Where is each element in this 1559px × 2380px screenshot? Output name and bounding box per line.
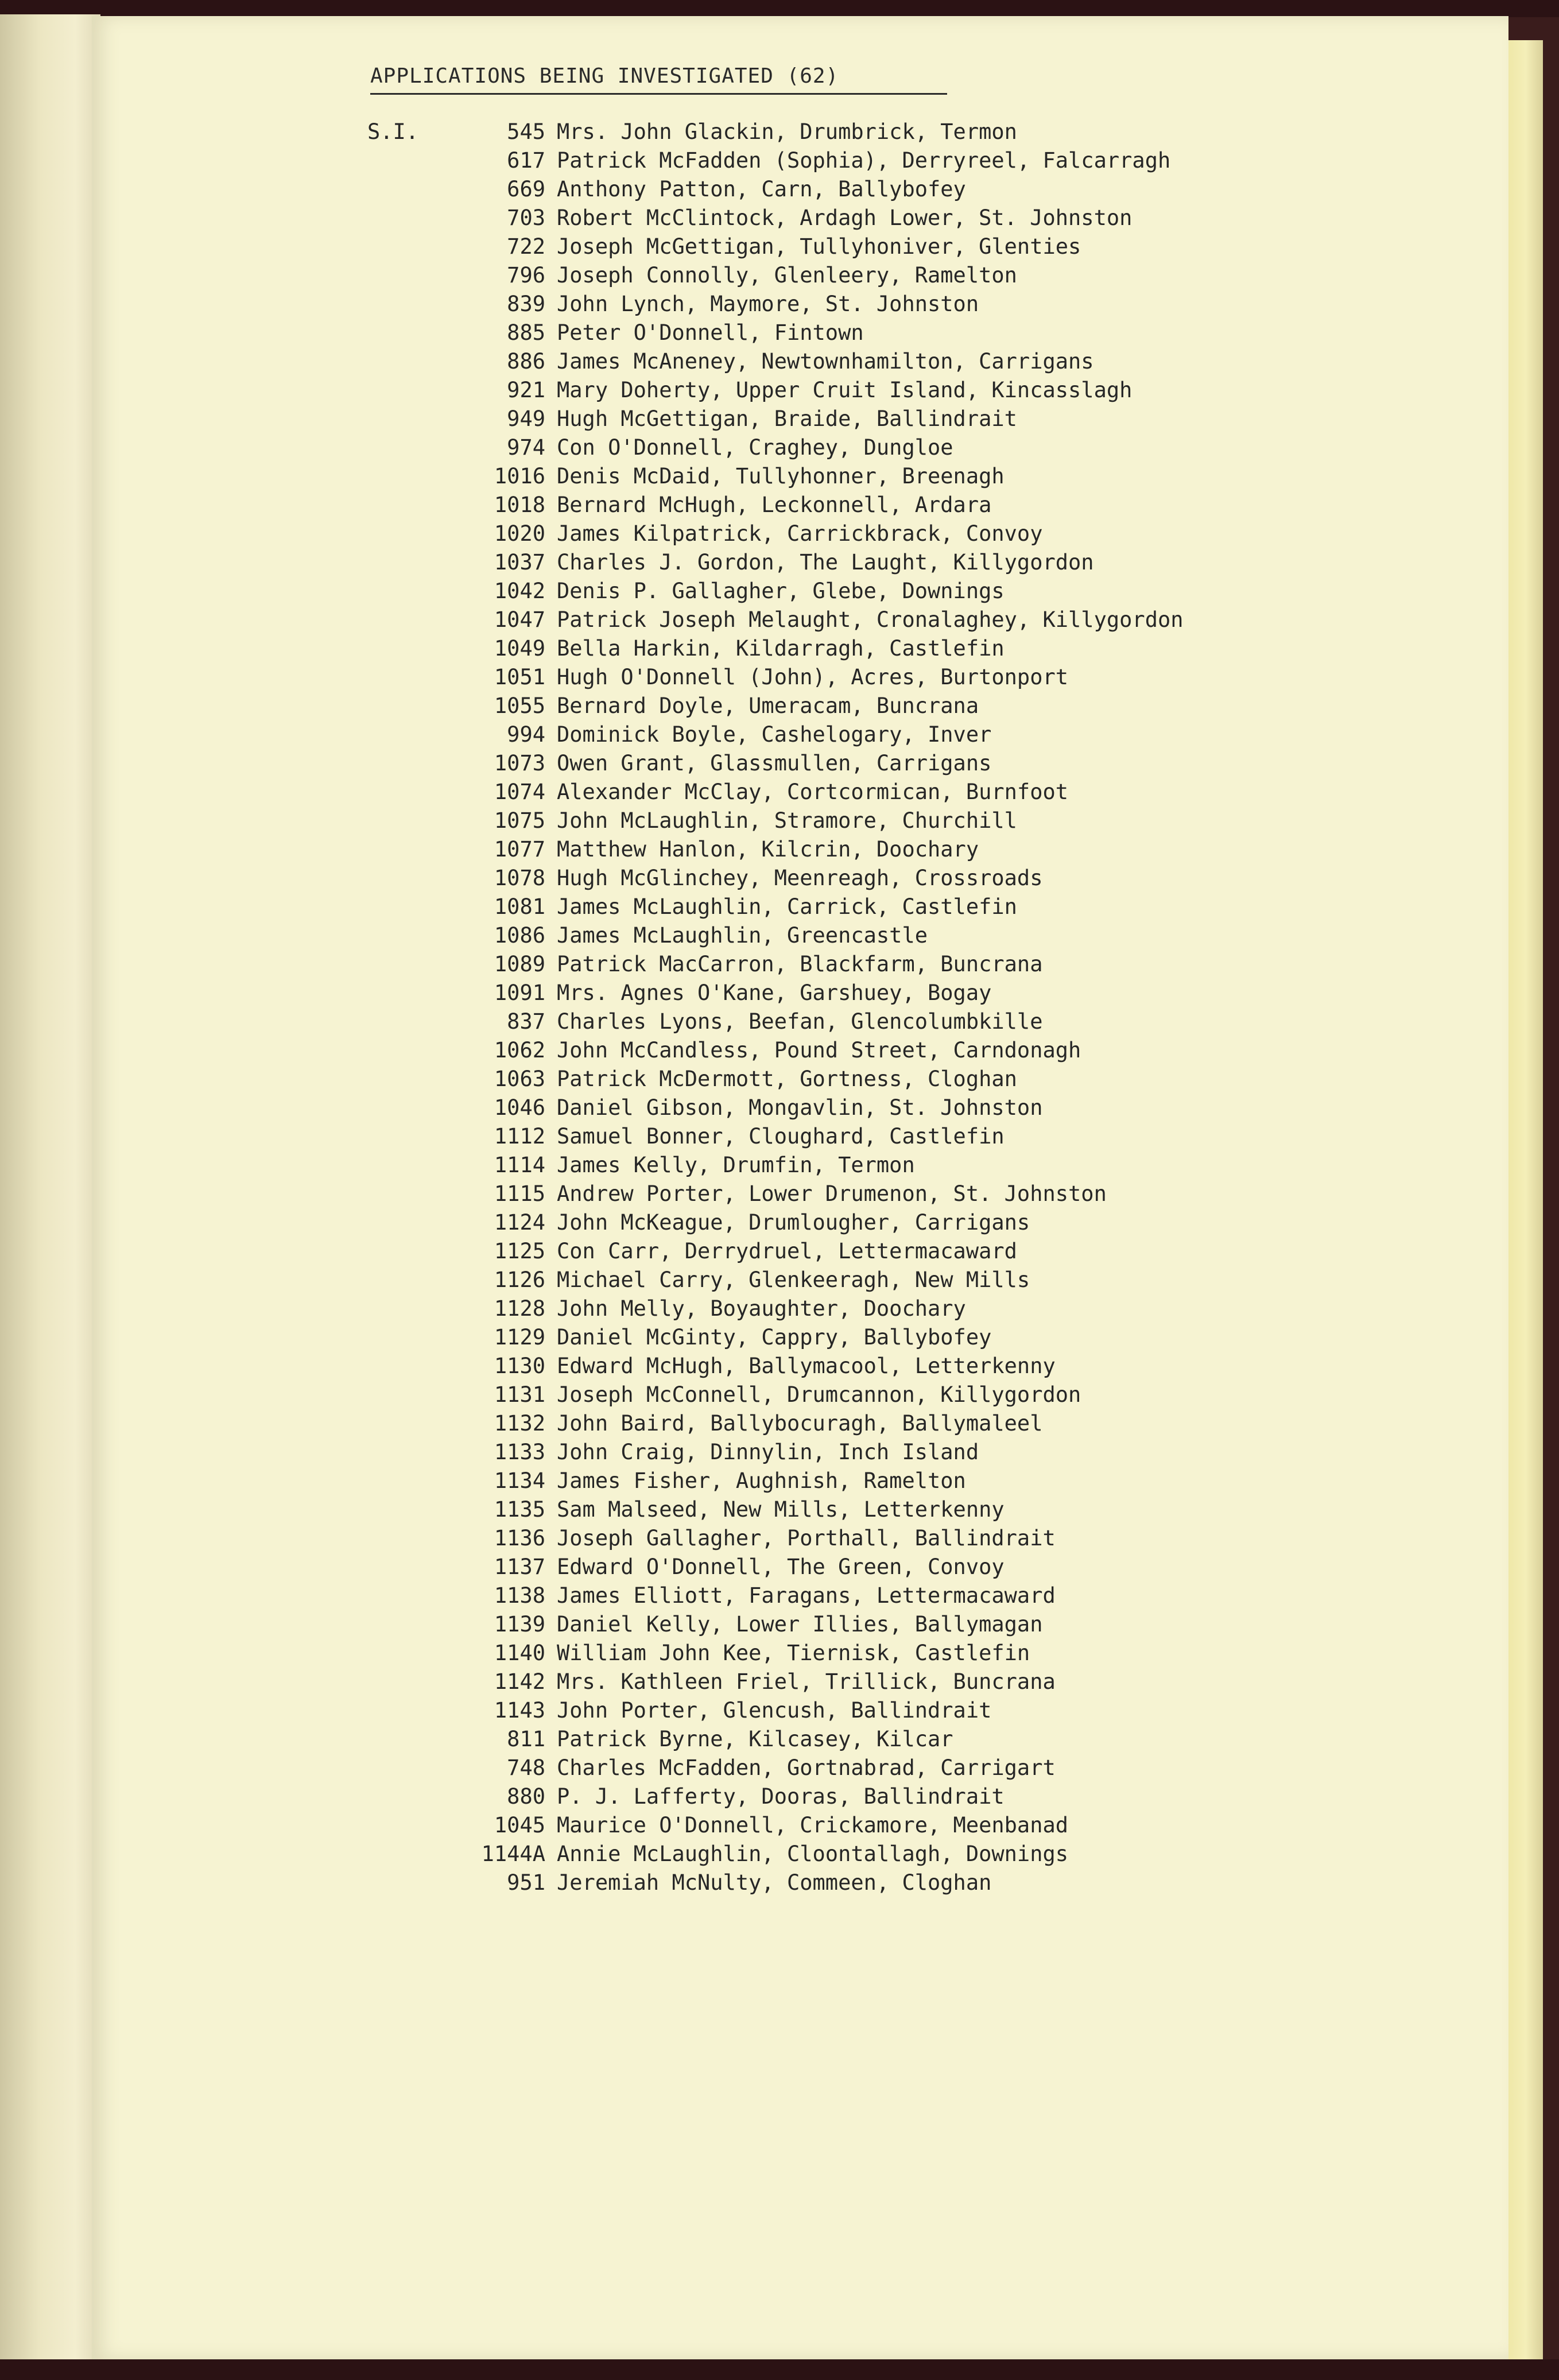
list-item bbox=[367, 1782, 1263, 1811]
list-item bbox=[367, 1553, 1263, 1582]
application-number: 951 bbox=[507, 1870, 545, 1895]
list-item bbox=[367, 1065, 1263, 1094]
list-item bbox=[367, 261, 1263, 290]
applicant-entry: Denis P. Gallagher, Glebe, Downings bbox=[557, 579, 1005, 603]
list-item bbox=[367, 1610, 1263, 1639]
applicant-entry: Patrick McFadden (Sophia), Derryreel, Falcarragh bbox=[557, 148, 1171, 173]
applicant-entry: James McAneney, Newtownhamilton, Carrigans bbox=[557, 349, 1094, 374]
application-number: 1081 bbox=[494, 894, 545, 919]
list-item bbox=[367, 778, 1263, 807]
list-item bbox=[367, 1438, 1263, 1467]
application-number: 1074 bbox=[494, 780, 545, 804]
applicant-entry: Robert McClintock, Ardagh Lower, St. Johnston bbox=[557, 206, 1133, 230]
list-item bbox=[367, 1237, 1263, 1266]
applicant-entry: Peter O'Donnell, Fintown bbox=[557, 320, 864, 345]
list-item bbox=[367, 979, 1263, 1007]
applicant-entry: Mary Doherty, Upper Cruit Island, Kincasslagh bbox=[557, 378, 1133, 402]
applicant-entry: Daniel Kelly, Lower Illies, Ballymagan bbox=[557, 1612, 1043, 1637]
list-item bbox=[367, 232, 1263, 261]
list-item bbox=[367, 405, 1263, 433]
applicant-entry: Bernard McHugh, Leckonnell, Ardara bbox=[557, 493, 992, 517]
list-item bbox=[367, 1524, 1263, 1553]
applicant-entry: William John Kee, Tiernisk, Castlefin bbox=[557, 1641, 1030, 1665]
list-item bbox=[367, 118, 1263, 146]
application-number: 1143 bbox=[494, 1698, 545, 1723]
application-number: 1089 bbox=[494, 952, 545, 976]
application-number: 886 bbox=[507, 349, 545, 374]
applicant-entry: John Melly, Boyaughter, Doochary bbox=[557, 1296, 966, 1321]
list-item bbox=[367, 1036, 1263, 1065]
applicant-entry: Con O'Donnell, Craghey, Dungloe bbox=[557, 435, 953, 460]
application-number: 921 bbox=[507, 378, 545, 402]
header-underline bbox=[370, 93, 947, 95]
applicant-entry: Mrs. John Glackin, Drumbrick, Termon bbox=[557, 119, 1017, 144]
list-item bbox=[367, 1696, 1263, 1725]
applicant-entry: Annie McLaughlin, Cloontallagh, Downings bbox=[557, 1842, 1069, 1866]
applicant-entry: John McCandless, Pound Street, Carndonagh bbox=[557, 1038, 1081, 1063]
list-item bbox=[367, 1180, 1263, 1208]
page-header bbox=[370, 64, 839, 88]
application-number: 1132 bbox=[494, 1411, 545, 1436]
list-item bbox=[367, 319, 1263, 347]
applications-list bbox=[367, 118, 1263, 1897]
application-number: 1063 bbox=[494, 1067, 545, 1091]
application-number: 1140 bbox=[494, 1641, 545, 1665]
application-number: 1138 bbox=[494, 1583, 545, 1608]
applicant-entry: Anthony Patton, Carn, Ballybofey bbox=[557, 177, 966, 201]
application-number: 1049 bbox=[494, 636, 545, 661]
list-item bbox=[367, 462, 1263, 491]
page-stack-edge bbox=[1508, 40, 1543, 2362]
applicant-entry: John McKeague, Drumlougher, Carrigans bbox=[557, 1210, 1030, 1235]
applicant-entry: Denis McDaid, Tullyhonner, Breenagh bbox=[557, 464, 1005, 489]
application-number: 1115 bbox=[494, 1181, 545, 1206]
applicant-entry: Joseph McConnell, Drumcannon, Killygordon bbox=[557, 1382, 1081, 1407]
list-item bbox=[367, 175, 1263, 204]
list-item bbox=[367, 491, 1263, 520]
scan-top-edge bbox=[0, 0, 1559, 17]
application-number: 1114 bbox=[494, 1153, 545, 1177]
applicant-entry: Mrs. Agnes O'Kane, Garshuey, Bogay bbox=[557, 980, 992, 1005]
list-item bbox=[367, 634, 1263, 663]
applicant-entry: P. J. Lafferty, Dooras, Ballindrait bbox=[557, 1784, 1005, 1809]
applicant-entry: James McLaughlin, Carrick, Castlefin bbox=[557, 894, 1017, 919]
application-number: 796 bbox=[507, 263, 545, 288]
list-item bbox=[367, 1639, 1263, 1668]
applicant-entry: Bernard Doyle, Umeracam, Buncrana bbox=[557, 693, 979, 718]
list-item bbox=[367, 1122, 1263, 1151]
applicant-entry: Hugh McGlinchey, Meenreagh, Crossroads bbox=[557, 866, 1043, 890]
application-number: 1136 bbox=[494, 1526, 545, 1551]
list-item bbox=[367, 1725, 1263, 1754]
application-number: 1042 bbox=[494, 579, 545, 603]
book-binding bbox=[0, 14, 100, 2359]
list-item bbox=[367, 1811, 1263, 1840]
application-number: 880 bbox=[507, 1784, 545, 1809]
application-number: 1130 bbox=[494, 1354, 545, 1378]
list-item bbox=[367, 864, 1263, 893]
list-item bbox=[367, 1582, 1263, 1610]
applicant-entry: Samuel Bonner, Cloughard, Castlefin bbox=[557, 1124, 1005, 1149]
list-item bbox=[367, 1323, 1263, 1352]
applicant-entry: Edward O'Donnell, The Green, Convoy bbox=[557, 1555, 1005, 1579]
application-number: 1129 bbox=[494, 1325, 545, 1350]
list-item bbox=[367, 1467, 1263, 1495]
applicant-entry: Alexander McClay, Cortcormican, Burnfoot bbox=[557, 780, 1069, 804]
application-number: 1016 bbox=[494, 464, 545, 489]
application-number: 949 bbox=[507, 406, 545, 431]
list-item bbox=[367, 1409, 1263, 1438]
application-number: 1046 bbox=[494, 1095, 545, 1120]
list-item bbox=[367, 204, 1263, 232]
applicant-entry: John Baird, Ballybocuragh, Ballymaleel bbox=[557, 1411, 1043, 1436]
list-item bbox=[367, 577, 1263, 606]
application-number: 1124 bbox=[494, 1210, 545, 1235]
application-number: 1020 bbox=[494, 521, 545, 546]
applicant-entry: James McLaughlin, Greencastle bbox=[557, 923, 928, 948]
applicant-entry: Edward McHugh, Ballymacool, Letterkenny bbox=[557, 1354, 1056, 1378]
application-number: 837 bbox=[507, 1009, 545, 1034]
application-number: 1045 bbox=[494, 1813, 545, 1838]
applicant-entry: Sam Malseed, New Mills, Letterkenny bbox=[557, 1497, 1005, 1522]
list-item bbox=[367, 606, 1263, 634]
application-number: 1142 bbox=[494, 1669, 545, 1694]
application-number: 885 bbox=[507, 320, 545, 345]
applicant-entry: Charles J. Gordon, The Laught, Killygordon bbox=[557, 550, 1094, 575]
application-number: 703 bbox=[507, 206, 545, 230]
applicant-entry: Patrick Byrne, Kilcasey, Kilcar bbox=[557, 1727, 953, 1751]
application-number: 1073 bbox=[494, 751, 545, 776]
application-number: 1086 bbox=[494, 923, 545, 948]
list-item bbox=[367, 950, 1263, 979]
applicant-entry: John McLaughlin, Stramore, Churchill bbox=[557, 808, 1017, 833]
application-number: 1128 bbox=[494, 1296, 545, 1321]
applicant-entry: Jeremiah McNulty, Commeen, Cloghan bbox=[557, 1870, 992, 1895]
list-item bbox=[367, 1151, 1263, 1180]
application-number: 1133 bbox=[494, 1440, 545, 1464]
application-number: 1078 bbox=[494, 866, 545, 890]
applicant-entry: Michael Carry, Glenkeeragh, New Mills bbox=[557, 1267, 1030, 1292]
application-number: 1051 bbox=[494, 665, 545, 689]
application-number: 1135 bbox=[494, 1497, 545, 1522]
applicant-entry: John Lynch, Maymore, St. Johnston bbox=[557, 292, 979, 316]
list-item bbox=[367, 1754, 1263, 1782]
application-number: 1077 bbox=[494, 837, 545, 862]
application-number: 1134 bbox=[494, 1468, 545, 1493]
list-item bbox=[367, 835, 1263, 864]
list-item bbox=[367, 1208, 1263, 1237]
application-number: 1018 bbox=[494, 493, 545, 517]
application-number: 748 bbox=[507, 1755, 545, 1780]
list-item bbox=[367, 1294, 1263, 1323]
application-number: 1112 bbox=[494, 1124, 545, 1149]
application-number: 1131 bbox=[494, 1382, 545, 1407]
list-item bbox=[367, 1668, 1263, 1696]
application-number: 839 bbox=[507, 292, 545, 316]
page-header-text: APPLICATIONS BEING INVESTIGATED (62) bbox=[370, 64, 839, 88]
applicant-entry: Patrick Joseph Melaught, Cronalaghey, Killygordon bbox=[557, 607, 1184, 632]
list-item bbox=[367, 1007, 1263, 1036]
application-number: 1126 bbox=[494, 1267, 545, 1292]
applicant-entry: Owen Grant, Glassmullen, Carrigans bbox=[557, 751, 992, 776]
application-number: 1037 bbox=[494, 550, 545, 575]
list-item bbox=[367, 1869, 1263, 1897]
application-number: 974 bbox=[507, 435, 545, 460]
series-prefix: S.I. bbox=[367, 119, 419, 144]
application-number: 545 bbox=[507, 119, 545, 144]
list-item bbox=[367, 1094, 1263, 1122]
applicant-entry: James Fisher, Aughnish, Ramelton bbox=[557, 1468, 966, 1493]
application-number: 1062 bbox=[494, 1038, 545, 1063]
applicant-entry: Dominick Boyle, Cashelogary, Inver bbox=[557, 722, 992, 747]
applicant-entry: Charles McFadden, Gortnabrad, Carrigart bbox=[557, 1755, 1056, 1780]
list-item bbox=[367, 1840, 1263, 1869]
application-number: 1055 bbox=[494, 693, 545, 718]
applicant-entry: John Porter, Glencush, Ballindrait bbox=[557, 1698, 992, 1723]
applicant-entry: Mrs. Kathleen Friel, Trillick, Buncrana bbox=[557, 1669, 1056, 1694]
applicant-entry: James Kelly, Drumfin, Termon bbox=[557, 1153, 915, 1177]
applicant-entry: Hugh McGettigan, Braide, Ballindrait bbox=[557, 406, 1017, 431]
applicant-entry: Con Carr, Derrydruel, Lettermacaward bbox=[557, 1239, 1017, 1263]
applicant-entry: Bella Harkin, Kildarragh, Castlefin bbox=[557, 636, 1005, 661]
list-item bbox=[367, 146, 1263, 175]
applicant-entry: Andrew Porter, Lower Drumenon, St. Johnston bbox=[557, 1181, 1107, 1206]
list-item bbox=[367, 749, 1263, 778]
list-item bbox=[367, 290, 1263, 319]
applicant-entry: Charles Lyons, Beefan, Glencolumbkille bbox=[557, 1009, 1043, 1034]
application-number: 1125 bbox=[494, 1239, 545, 1263]
applicant-entry: Patrick McDermott, Gortness, Cloghan bbox=[557, 1067, 1017, 1091]
applicant-entry: John Craig, Dinnylin, Inch Island bbox=[557, 1440, 979, 1464]
application-number: 994 bbox=[507, 722, 545, 747]
list-item bbox=[367, 1495, 1263, 1524]
application-number: 669 bbox=[507, 177, 545, 201]
applicant-entry: Patrick MacCarron, Blackfarm, Buncrana bbox=[557, 952, 1043, 976]
list-item bbox=[367, 692, 1263, 720]
list-item bbox=[367, 347, 1263, 376]
applicant-entry: Joseph Gallagher, Porthall, Ballindrait bbox=[557, 1526, 1056, 1551]
scan-bottom-edge bbox=[0, 2359, 1559, 2380]
applicant-entry: Daniel Gibson, Mongavlin, St. Johnston bbox=[557, 1095, 1043, 1120]
list-item bbox=[367, 376, 1263, 405]
application-number: 1091 bbox=[494, 980, 545, 1005]
application-number: 1047 bbox=[494, 607, 545, 632]
applicant-entry: Matthew Hanlon, Kilcrin, Doochary bbox=[557, 837, 979, 862]
applicant-entry: Maurice O'Donnell, Crickamore, Meenbanad bbox=[557, 1813, 1069, 1838]
application-number: 722 bbox=[507, 234, 545, 259]
application-number: 811 bbox=[507, 1727, 545, 1751]
list-item bbox=[367, 893, 1263, 921]
application-number: 617 bbox=[507, 148, 545, 173]
applicant-entry: Joseph Connolly, Glenleery, Ramelton bbox=[557, 263, 1017, 288]
list-item bbox=[367, 921, 1263, 950]
application-number: 1144A bbox=[481, 1842, 545, 1866]
list-item bbox=[367, 807, 1263, 835]
applicant-entry: James Kilpatrick, Carrickbrack, Convoy bbox=[557, 521, 1043, 546]
application-number: 1137 bbox=[494, 1555, 545, 1579]
list-item bbox=[367, 663, 1263, 692]
applicant-entry: Hugh O'Donnell (John), Acres, Burtonport bbox=[557, 665, 1069, 689]
applicant-entry: Daniel McGinty, Cappry, Ballybofey bbox=[557, 1325, 992, 1350]
list-item bbox=[367, 548, 1263, 577]
list-item bbox=[367, 1266, 1263, 1294]
list-item bbox=[367, 1381, 1263, 1409]
list-item bbox=[367, 1352, 1263, 1381]
list-item bbox=[367, 720, 1263, 749]
application-number: 1075 bbox=[494, 808, 545, 833]
list-item bbox=[367, 433, 1263, 462]
applicant-entry: Joseph McGettigan, Tullyhoniver, Glenties bbox=[557, 234, 1081, 259]
applicant-entry: James Elliott, Faragans, Lettermacaward bbox=[557, 1583, 1056, 1608]
list-item bbox=[367, 520, 1263, 548]
application-number: 1139 bbox=[494, 1612, 545, 1637]
